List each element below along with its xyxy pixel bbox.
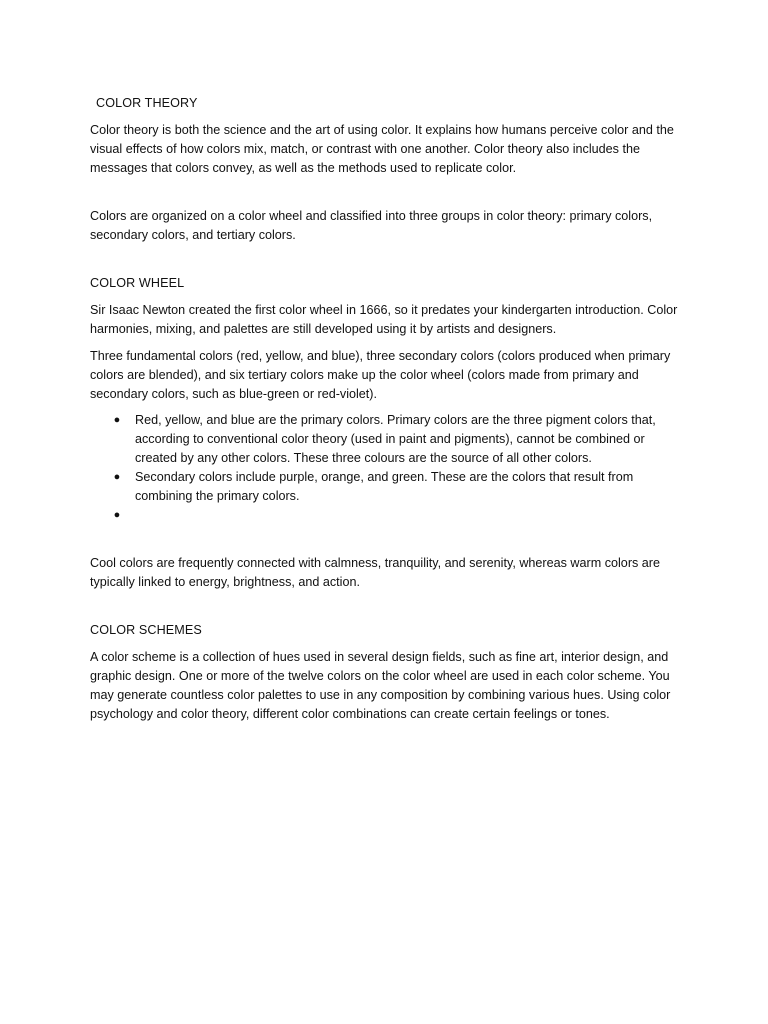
color-schemes-heading: COLOR SCHEMES — [90, 623, 202, 637]
color-types-list — [90, 411, 680, 525]
document-body — [90, 94, 680, 724]
bullet-icon: ● — [113, 414, 121, 426]
color-temperature-paragraph: Cool colors are frequently connected with calmness, tranquility, and serenity, whereas warm colors are typically linked to energy, brightness, and action. — [90, 556, 661, 589]
color-groups-paragraph: Colors are organized on a color wheel and classified into three groups in color theory: primary colors, secondary colors, and tertiary colors. — [90, 209, 653, 242]
list-item — [90, 468, 680, 506]
color-wheel-composition-paragraph: Three fundamental colors (red, yellow, and blue), three secondary colors (colors produced when primary colors are blended), and six tertiary colors make up the color wheel (colors made from primary and secondary colors, such as blue-green or red-violet). — [90, 349, 671, 401]
list-item — [90, 506, 680, 525]
document-title: COLOR THEORY — [96, 96, 198, 110]
list-item-text: Red, yellow, and blue are the primary colors. Primary colors are the three pigment colors that, according to conventional color theory (used in paint and pigments), cannot be combined or created by any other colors. These three colours are the source of all other colors. — [135, 413, 656, 465]
color-schemes-paragraph: A color scheme is a collection of hues used in several design fields, such as fine art, interior design, and graphic design. One or more of the twelve colors on the color wheel are used in each color scheme. You may generate countless color palettes to use in any composition by combining various hues. Using color psychology and color theory, different color combinations can create certain feelings or tones. — [90, 650, 671, 721]
list-item-text: Secondary colors include purple, orange, and green. These are the colors that result from combining the primary colors. — [135, 470, 634, 503]
intro-paragraph: Color theory is both the science and the art of using color. It explains how humans perceive color and the visual effects of how colors mix, match, or contrast with one another. Color theory also includes the messages that colors convey, as well as the methods used to replicate color. — [90, 123, 674, 175]
bullet-icon: ● — [113, 509, 121, 521]
color-wheel-history-paragraph: Sir Isaac Newton created the first color wheel in 1666, so it predates your kindergarten introduction. Color harmonies, mixing, and palettes are still developed using it by artists and designers. — [90, 303, 678, 336]
color-wheel-heading: COLOR WHEEL — [90, 276, 185, 290]
list-item — [90, 411, 680, 468]
bullet-icon: ● — [113, 471, 121, 483]
